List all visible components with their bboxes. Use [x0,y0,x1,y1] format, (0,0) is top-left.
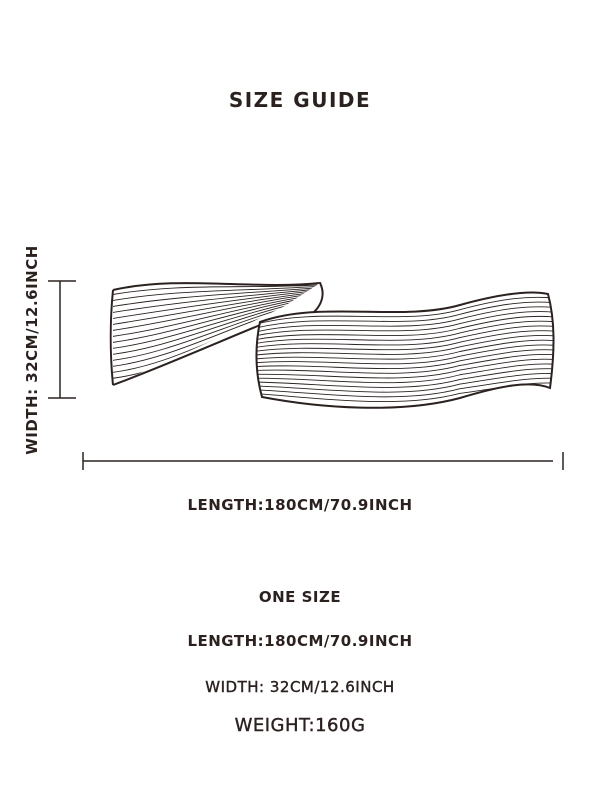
page-title: SIZE GUIDE [228,88,372,112]
width-dimension-line [48,281,76,398]
width-dimension-label: WIDTH: 32CM/12.6INCH [23,245,41,455]
spec-length: LENGTH:180CM/70.9INCH [187,632,413,650]
spec-weight: WEIGHT:160G [234,715,366,736]
scarf-left-edge [111,290,113,385]
length-dimension-label: LENGTH:180CM/70.9INCH [187,496,413,514]
length-dimension-line [83,452,563,470]
spec-width: WIDTH: 32CM/12.6INCH [205,678,395,696]
one-size-heading: ONE SIZE [258,588,342,606]
